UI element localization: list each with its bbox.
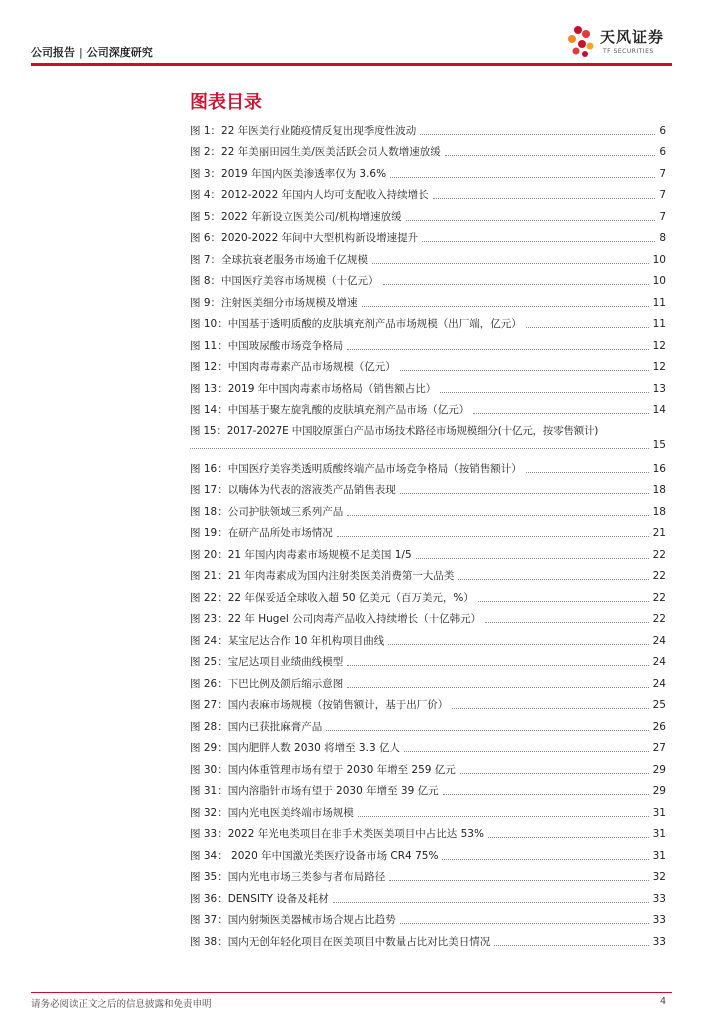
toc-row[interactable] xyxy=(190,820,666,842)
toc-row-page: 22 xyxy=(652,570,666,582)
toc-row-page: 24 xyxy=(652,634,666,647)
toc-row[interactable] xyxy=(190,583,666,605)
toc-row-page: 7 xyxy=(659,167,666,180)
toc-row-page: 12 xyxy=(652,361,666,373)
toc-row-page: 24 xyxy=(652,656,666,668)
toc-row-page: 33 xyxy=(652,935,666,948)
toc-row-page: 32 xyxy=(652,871,666,883)
toc-row-label[interactable]: 图 7：全球抗衰老服务市场逾千亿规模 xyxy=(190,253,369,266)
header-report-subtype: 公司深度研究 xyxy=(86,46,153,59)
toc-row-page: 18 xyxy=(652,505,666,518)
toc-leader-dots xyxy=(383,284,649,285)
toc-row[interactable] xyxy=(190,777,666,799)
toc-row[interactable] xyxy=(190,476,666,498)
toc-leader-dots xyxy=(420,134,655,135)
toc-row-page: 31 xyxy=(652,828,666,840)
toc-row[interactable] xyxy=(190,159,666,181)
toc-row-label[interactable]: 图 21：21 年肉毒素成为国内注射类医美消费第一大品类 xyxy=(190,570,455,582)
toc-row-label[interactable]: 图 29：国内肥胖人数 2030 将增至 3.3 亿人 xyxy=(190,742,400,754)
toc-row-label[interactable]: 图 36：DENSITY 设备及耗材 xyxy=(190,892,329,905)
toc-row[interactable] xyxy=(190,798,666,820)
toc-row-label[interactable]: 图 24：某宝尼达合作 10 年机构项目曲线 xyxy=(190,634,385,647)
toc-row-page: 29 xyxy=(652,763,666,776)
toc-leader-dots xyxy=(326,730,648,731)
toc-row[interactable] xyxy=(190,755,666,777)
toc-row-label[interactable]: 图 23：22 年 Hugel 公司肉毒产品收入持续增长（十亿韩元） xyxy=(190,613,482,625)
toc-row-label[interactable]: 图 11：中国玻尿酸市场竞争格局 xyxy=(190,339,344,352)
toc-row[interactable] xyxy=(190,540,666,562)
logo-name: 天风证券 xyxy=(600,28,665,46)
toc-leader-dots xyxy=(452,708,648,709)
toc-row-page: 22 xyxy=(652,591,666,604)
toc-row-page: 31 xyxy=(652,849,666,862)
toc-leader-dots xyxy=(389,880,648,881)
toc-leader-dots xyxy=(478,601,649,602)
toc-row-label[interactable]: 图 30：国内体重管理市场有望于 2030 年增至 259 亿元 xyxy=(190,763,456,776)
toc-row-label[interactable]: 图 22：22 年保妥适全球收入超 50 亿美元（百万美元，%） xyxy=(190,591,474,604)
toc-row-label[interactable]: 图 8：中国医疗美容市场规模（十亿元） xyxy=(190,275,379,287)
toc-leader-dots xyxy=(526,472,649,473)
toc-leader-dots xyxy=(458,579,648,580)
toc-leader-dots xyxy=(494,945,648,946)
toc-row[interactable] xyxy=(190,454,666,476)
toc-row-label[interactable]: 图 17：以嗨体为代表的溶液类产品销售表现 xyxy=(190,484,396,496)
toc-row-label[interactable]: 图 4：2012-2022 年国内人均可支配收入持续增长 xyxy=(190,189,429,201)
toc-row[interactable] xyxy=(190,181,666,203)
toc-row-page: 7 xyxy=(659,210,666,223)
toc-leader-dots xyxy=(443,794,649,795)
logo-subtitle: TF SECURITIES xyxy=(603,48,654,55)
toc-row-page: 31 xyxy=(652,806,666,819)
toc-row-page: 6 xyxy=(659,124,666,137)
toc-row[interactable] xyxy=(190,245,666,267)
toc-leader-dots xyxy=(390,177,655,178)
toc-list xyxy=(190,116,666,949)
toc-leader-dots xyxy=(347,687,648,688)
toc-leader-dots xyxy=(400,923,649,924)
toc-row-label[interactable]: 图 20：21 年国内肉毒素市场规模不足美国 1/5 xyxy=(190,548,412,561)
toc-row-label[interactable]: 图 38：国内无创年轻化项目在医美项目中数量占比对比美日情况 xyxy=(190,935,491,948)
toc-row[interactable] xyxy=(190,562,666,584)
toc-row-page: 26 xyxy=(652,720,666,733)
report-header xyxy=(31,44,153,60)
toc-leader-dots xyxy=(442,859,648,860)
toc-row[interactable] xyxy=(190,734,666,756)
toc-leader-dots xyxy=(445,155,656,156)
toc-leader-dots xyxy=(333,902,649,903)
toc-row-page: 14 xyxy=(652,404,666,416)
toc-row-label[interactable]: 图 12：中国肉毒毒素产品市场规模（亿元） xyxy=(190,361,396,373)
toc-row[interactable] xyxy=(190,648,666,670)
toc-row[interactable] xyxy=(190,374,666,396)
toc-row-label[interactable]: 图 9：注射医美细分市场规模及增速 xyxy=(190,296,358,309)
toc-row-label[interactable]: 图 13：2019 年中国肉毒素市场格局（销售额占比） xyxy=(190,382,437,395)
toc-row-page: 22 xyxy=(652,548,666,561)
toc-row-label[interactable]: 图 37：国内射频医美器械市场合规占比趋势 xyxy=(190,914,396,926)
toc-row[interactable] xyxy=(190,519,666,541)
toc-row[interactable] xyxy=(190,927,666,949)
toc-row-page: 22 xyxy=(652,613,666,625)
toc-leader-dots xyxy=(485,622,648,623)
toc-leader-dots xyxy=(460,773,649,774)
toc-row-page: 27 xyxy=(652,742,666,754)
toc-row-label[interactable]: 图 16：中国医疗美容类透明质酸终端产品市场竞争格局（按销售额计） xyxy=(190,462,522,475)
toc-row-page: 24 xyxy=(652,677,666,690)
toc-row-label[interactable]: 图 34： 2020 年中国激光类医疗设备市场 CR4 75% xyxy=(190,849,439,862)
page-number: 4 xyxy=(659,996,666,1007)
toc-leader-dots xyxy=(400,370,649,371)
toc-row-label[interactable]: 图 31：国内溶脂针市场有望于 2030 年增至 39 亿元 xyxy=(190,785,439,797)
toc-row-label[interactable]: 图 3：2019 年国内医美渗透率仅为 3.6% xyxy=(190,167,387,180)
toc-row-page: 12 xyxy=(652,339,666,352)
toc-row-label[interactable]: 图 1：22 年医美行业随疫情反复出现季度性波动 xyxy=(190,124,417,137)
footer-divider xyxy=(31,992,672,993)
toc-row-page: 6 xyxy=(659,146,666,158)
toc-row-page: 8 xyxy=(659,232,666,244)
toc-row-page: 25 xyxy=(652,699,666,711)
toc-row[interactable] xyxy=(190,396,666,418)
toc-leader-dots xyxy=(473,413,648,414)
toc-row-page: 33 xyxy=(652,892,666,905)
toc-row-page: 10 xyxy=(652,275,666,287)
toc-leader-dots xyxy=(358,816,649,817)
toc-row[interactable] xyxy=(190,116,666,138)
toc-row-page: 11 xyxy=(652,318,666,330)
toc-row-label[interactable]: 图 26：下巴比例及颌后缩示意图 xyxy=(190,677,344,690)
toc-row-label[interactable]: 图 18：公司护肤领域三系列产品 xyxy=(190,505,344,518)
toc-row-page: 15 xyxy=(652,439,666,451)
toc-row[interactable] xyxy=(190,497,666,519)
toc-row-label[interactable]: 图 27：国内表麻市场规模（按销售额计，基于出厂价） xyxy=(190,699,449,711)
toc-row[interactable] xyxy=(190,288,666,310)
toc-row[interactable] xyxy=(190,138,666,160)
toc-row-page: 33 xyxy=(652,914,666,926)
toc-row[interactable] xyxy=(190,626,666,648)
toc-row[interactable] xyxy=(190,224,666,246)
header-report-type: 公司报告 xyxy=(31,46,75,59)
toc-row-label[interactable]: 图 5：2022 年新设立医美公司/机构增速放缓 xyxy=(190,210,402,223)
toc-leader-dots xyxy=(400,493,649,494)
toc-row[interactable] xyxy=(190,712,666,734)
toc-row[interactable] xyxy=(190,841,666,863)
toc-leader-dots xyxy=(406,220,656,221)
toc-leader-dots xyxy=(347,515,648,516)
toc-leader-dots xyxy=(416,558,649,559)
toc-leader-dots xyxy=(526,327,649,328)
toc-row-page: 21 xyxy=(652,527,666,539)
toc-row[interactable] xyxy=(190,906,666,928)
toc-row-label[interactable]: 图 15：2017-2027E 中国胶原蛋白产品市场技术路径市场规模细分(十亿元，按零售额计) xyxy=(190,425,599,437)
toc-leader-dots xyxy=(422,241,655,242)
toc-row-page: 11 xyxy=(652,296,666,309)
toc-row[interactable] xyxy=(190,417,666,454)
toc-row-label[interactable]: 图 6：2020-2022 年间中大型机构新设增速提升 xyxy=(190,232,419,244)
toc-row-label[interactable]: 图 10：中国基于透明质酸的皮肤填充剂产品市场规模（出厂端，亿元） xyxy=(190,318,522,330)
toc-row-page: 18 xyxy=(652,484,666,496)
toc-row-label[interactable]: 图 25：宝尼达项目业绩曲线模型 xyxy=(190,656,344,668)
toc-row-label[interactable]: 图 2：22 年美丽田园生美/医美活跃会员人数增速放缓 xyxy=(190,146,441,158)
toc-row[interactable] xyxy=(190,669,666,691)
toc-row[interactable] xyxy=(190,202,666,224)
toc-row-page: 16 xyxy=(652,462,666,475)
toc-row-label[interactable]: 图 32：国内光电医美终端市场规模 xyxy=(190,806,354,819)
toc-row-page: 29 xyxy=(652,785,666,797)
toc-title: 图表目录 xyxy=(190,92,262,113)
toc-row-label[interactable]: 图 14：中国基于聚左旋乳酸的皮肤填充剂产品市场（亿元） xyxy=(190,404,470,416)
toc-row-label[interactable]: 图 28：国内已获批麻膏产品 xyxy=(190,720,323,733)
toc-row[interactable] xyxy=(190,353,666,375)
toc-leader-dots xyxy=(388,644,648,645)
header-separator: | xyxy=(79,46,83,59)
toc-row[interactable] xyxy=(190,331,666,353)
toc-row[interactable] xyxy=(190,267,666,289)
toc-row-page: 7 xyxy=(659,189,666,201)
toc-row[interactable] xyxy=(190,691,666,713)
toc-row-page: 13 xyxy=(652,382,666,395)
toc-row[interactable] xyxy=(190,310,666,332)
toc-leader-dots xyxy=(404,751,649,752)
toc-leader-dots xyxy=(347,349,648,350)
toc-row-label[interactable]: 图 33：2022 年光电类项目在非手术类医美项目中占比达 53% xyxy=(190,828,484,840)
toc-row-page: 10 xyxy=(652,253,666,266)
toc-row-label[interactable]: 图 35：国内光电市场三类参与者布局路径 xyxy=(190,871,386,883)
toc-leader-dots xyxy=(433,198,656,199)
toc-row[interactable] xyxy=(190,884,666,906)
toc-leader-dots xyxy=(347,665,648,666)
toc-leader-dots xyxy=(362,306,649,307)
footer-disclaimer: 请务必阅读正文之后的信息披露和免责申明 xyxy=(31,999,212,1010)
toc-row[interactable] xyxy=(190,863,666,885)
toc-row-label[interactable]: 图 19：在研产品所处市场情况 xyxy=(190,527,333,539)
toc-leader-dots xyxy=(440,392,648,393)
header-divider xyxy=(31,63,672,66)
toc-leader-dots xyxy=(372,263,649,264)
toc-leader-dots xyxy=(337,536,649,537)
toc-row[interactable] xyxy=(190,605,666,627)
toc-leader-dots xyxy=(190,448,649,449)
toc-leader-dots xyxy=(488,837,649,838)
